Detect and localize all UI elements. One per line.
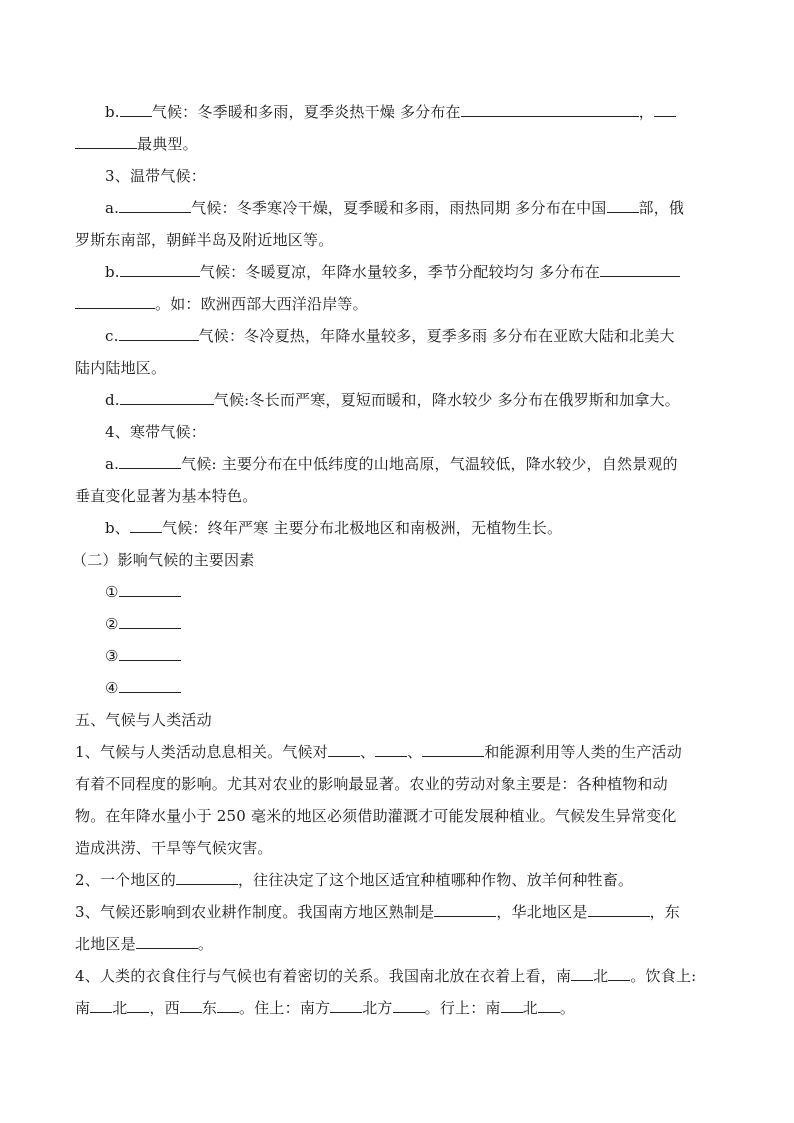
text: 气候：冬冷夏热，年降水量较多，夏季多雨 多分布在亚欧大陆和北美大 (198, 327, 675, 345)
section-human-activity-heading (75, 710, 212, 730)
item-label: a. (105, 199, 120, 217)
section-cold-heading (105, 422, 206, 442)
text: 气候：冬季暖和多雨，夏季炎热干燥 多分布在 (151, 103, 461, 121)
answer-blank[interactable] (607, 198, 639, 213)
answer-blank[interactable] (501, 998, 523, 1013)
answer-blank[interactable] (330, 998, 362, 1013)
text: 。 (559, 999, 576, 1017)
text: 北 (522, 999, 538, 1017)
cold-b-line (105, 518, 562, 538)
text: 4、人类的衣食住行与气候也有着密切的关系。我国南北放在衣着上看，南 (75, 967, 572, 985)
text: ，西 (149, 999, 180, 1017)
answer-blank[interactable] (328, 742, 360, 757)
text: 和能源利用等人类的生产活动 (484, 743, 682, 761)
factor-3 (105, 646, 181, 666)
answer-blank[interactable] (180, 998, 202, 1013)
answer-blank[interactable] (654, 102, 676, 117)
answer-blank[interactable] (119, 614, 181, 629)
cold-a-line (105, 454, 678, 474)
temperate-b-line (105, 262, 680, 282)
answer-blank[interactable] (75, 134, 137, 149)
text: 3、温带气候： (105, 167, 206, 185)
answer-blank[interactable] (571, 966, 593, 981)
answer-blank[interactable] (120, 262, 200, 277)
text: 北 (593, 967, 609, 985)
text: ，东 (649, 903, 680, 921)
answer-blank[interactable] (176, 870, 238, 885)
text: 2、一个地区的 (75, 871, 176, 889)
answer-blank[interactable] (393, 998, 425, 1013)
para-1-line-1 (75, 742, 682, 762)
text: 五、气候与人类活动 (75, 711, 212, 729)
temperate-a-line-cont (75, 230, 333, 250)
answer-blank[interactable] (75, 294, 155, 309)
answer-blank[interactable] (600, 262, 680, 277)
text: 3、气候还影响到农业耕作制度。我国南方地区熟制是 (75, 903, 435, 921)
factor-4 (105, 678, 181, 698)
answer-blank[interactable] (120, 390, 214, 405)
text: 1、气候与人类活动息息相关。气候对 (75, 743, 328, 761)
answer-blank[interactable] (461, 102, 639, 117)
text: 、 (359, 743, 376, 761)
answer-blank[interactable] (119, 678, 181, 693)
text: ，往往决定了这个地区适宜种植哪种作物、放羊何种牲畜。 (237, 871, 634, 889)
para-1-line-3 (75, 806, 677, 826)
para-3-line-2 (75, 934, 213, 954)
item-label: b. (105, 103, 120, 121)
section-factors-heading (72, 550, 254, 570)
text: 最典型。 (137, 135, 198, 153)
temperate-c-line (105, 326, 675, 346)
text: 罗斯东南部，朝鲜半岛及附近地区等。 (75, 231, 334, 249)
text: 造成洪涝、干旱等气候灾害。 (75, 839, 273, 857)
text: 4、寒带气候： (105, 423, 206, 441)
answer-blank[interactable] (434, 902, 496, 917)
answer-blank[interactable] (130, 518, 162, 533)
answer-blank[interactable] (90, 998, 112, 1013)
answer-blank[interactable] (119, 454, 181, 469)
item-label: a. (105, 455, 120, 473)
factor-1 (105, 582, 181, 602)
climate-b-line-cont (75, 134, 198, 154)
item-label: b. (105, 263, 120, 281)
answer-blank[interactable] (119, 198, 191, 213)
circle-number: ③ (105, 647, 119, 665)
item-label: d. (105, 391, 120, 409)
answer-blank[interactable] (119, 646, 181, 661)
para-3-line-1 (75, 902, 680, 922)
text: 有着不同程度的影响。尤其对农业的影响最显著。农业的劳动对象主要是：各种植物和动 (75, 775, 668, 793)
para-1-line-2 (75, 774, 668, 794)
temperate-d-line (105, 390, 680, 410)
temperate-b-line-cont (75, 294, 368, 314)
para-4-line-1 (75, 966, 696, 986)
text: 南 (75, 999, 91, 1017)
answer-blank[interactable] (127, 998, 149, 1013)
text: 物。在年降水量小于 250 毫米的地区必须借助灌溉才可能发展种植业。气候发生异常变化 (75, 807, 677, 825)
section-temperate-heading (105, 166, 206, 186)
answer-blank[interactable] (119, 326, 199, 341)
answer-blank[interactable] (588, 902, 650, 917)
text: 陆内陆地区。 (75, 359, 167, 377)
text: 东 (201, 999, 218, 1017)
text: 。住上：南方 (239, 999, 331, 1017)
answer-blank[interactable] (608, 966, 630, 981)
para-1-line-4 (75, 838, 273, 858)
para-2 (75, 870, 633, 890)
text: 气候：冬暖夏凉，年降水量较多，季节分配较均匀 多分布在 (199, 263, 600, 281)
text: 北地区是 (75, 935, 136, 953)
answer-blank[interactable] (119, 582, 181, 597)
text: 气候: 主要分布在中低纬度的山地高原，气温较低，降水较少，自然景观的 (181, 455, 678, 473)
text: 。行上：南 (424, 999, 501, 1017)
text: 部，俄 (638, 199, 685, 217)
answer-blank[interactable] (217, 998, 239, 1013)
circle-number: ④ (105, 679, 119, 697)
answer-blank[interactable] (538, 998, 560, 1013)
answer-blank[interactable] (120, 102, 152, 117)
text: 气候：终年严寒 主要分布北极地区和南极洲，无植物生长。 (162, 519, 563, 537)
item-label: c. (105, 327, 119, 345)
cold-a-line-cont (75, 486, 257, 506)
item-label: b、 (105, 519, 131, 537)
text: ， (638, 103, 654, 121)
text: 气候：冬季寒冷干燥，夏季暖和多雨，雨热同期 多分布在中国 (191, 199, 607, 217)
text: ，华北地区是 (496, 903, 588, 921)
text: 北 (112, 999, 128, 1017)
answer-blank[interactable] (422, 742, 484, 757)
climate-b-line (105, 102, 676, 122)
circle-number: ② (105, 615, 119, 633)
answer-blank[interactable] (375, 742, 407, 757)
text: 气候:冬长而严寒，夏短而暖和，降水较少 多分布在俄罗斯和加拿大。 (213, 391, 681, 409)
text: 垂直变化显著为基本特色。 (75, 487, 258, 505)
text: 。如：欧洲西部大西洋沿岸等。 (155, 295, 368, 313)
para-4-line-2 (75, 998, 575, 1018)
text: 。饮食上: (630, 967, 697, 985)
factor-2 (105, 614, 181, 634)
circle-number: ① (105, 583, 119, 601)
text: （二）影响气候的主要因素 (72, 551, 255, 569)
temperate-a-line (105, 198, 684, 218)
answer-blank[interactable] (136, 934, 198, 949)
text: 。 (197, 935, 214, 953)
text: 、 (407, 743, 423, 761)
temperate-c-line-cont (75, 358, 166, 378)
text: 北方 (362, 999, 393, 1017)
